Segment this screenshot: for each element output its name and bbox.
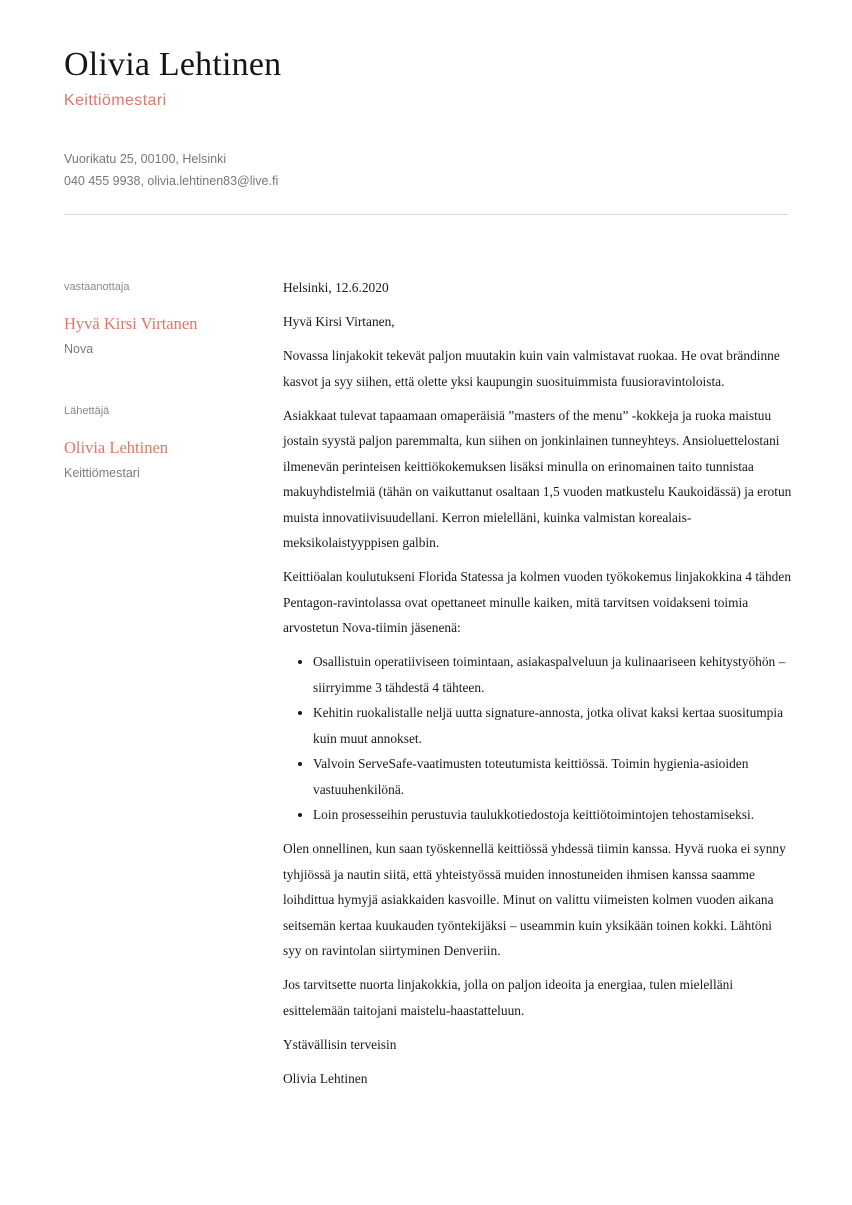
paragraph-3: Keittiöalan koulutukseni Florida Statessa ja kolmen vuoden työkokemus linjakokkina 4 tähden Pentagon-ravintolassa ovat opettaneet minulle kaiken, mitä tarvitsen voidakseni toimia arvostetun Nova-tiimin jäsenenä: bbox=[283, 569, 792, 635]
achievements-list bbox=[283, 649, 793, 828]
applicant-name: Olivia Lehtinen bbox=[64, 46, 282, 83]
letter-body bbox=[283, 275, 793, 1100]
paragraph-2: Asiakkaat tulevat tapaamaan omaperäisiä ”masters of the menu” -kokkeja ja ruoka maistuu jostain syystä paljon paremmalta, kun siihen on jonkinlainen tunneyhteys. Ansioluettelostani ilmenevän perinteisen keittiökokemuksen lisäksi minulla on erinomainen taito tunnistaa makuyhdistelmiä (tähän on vaikuttanut osaltaan 1,5 vuoden matkustelu Kaukoidässä) ja erotun muista innovatiivisuudellani. Kerron mielelläni, kuinka valmistan korealais-meksikolaistyyppisen galbin. bbox=[283, 407, 792, 550]
recipient-label: vastaanottaja bbox=[64, 281, 130, 293]
recipient-company: Nova bbox=[64, 342, 94, 356]
list-item: • Valvoin ServeSafe-vaatimusten toteutumista keittiössä. Toimin hygienia-asioiden vastuuhenkilönä. bbox=[313, 751, 793, 802]
sender-title: Keittiömestari bbox=[64, 466, 140, 480]
applicant-title: Keittiömestari bbox=[64, 92, 167, 109]
header-divider bbox=[64, 214, 788, 215]
sender-block bbox=[64, 404, 254, 481]
contact-info bbox=[64, 148, 788, 192]
letter-date: Helsinki, 12.6.2020 bbox=[283, 280, 389, 295]
phone-email-line: 040 455 9938, olivia.lehtinen83@live.fi bbox=[64, 174, 279, 188]
signature: Olivia Lehtinen bbox=[283, 1070, 368, 1086]
sidebar bbox=[64, 280, 254, 481]
closing: Ystävällisin terveisin bbox=[283, 1036, 397, 1052]
sender-name: Olivia Lehtinen bbox=[64, 438, 169, 457]
list-item: • Kehitin ruokalistalle neljä uutta signature-annosta, jotka olivat kaksi kertaa suositumpia kuin muut annokset. bbox=[313, 700, 793, 751]
paragraph-5: Jos tarvitsette nuorta linjakokkia, jolla on paljon ideoita ja energiaa, tulen mielelläni esittelemään taitojani maistelu-haastatteluun. bbox=[283, 977, 734, 1018]
list-item: • Loin prosesseihin perustuvia taulukkotiedostoja keittiötoimintojen tehostamiseksi. bbox=[313, 802, 793, 828]
sender-label: Lähettäjä bbox=[64, 405, 110, 417]
letter-greeting: Hyvä Kirsi Virtanen, bbox=[283, 314, 395, 329]
paragraph-4: Olen onnellinen, kun saan työskennellä keittiössä yhdessä tiimin kanssa. Hyvä ruoka ei synny tyhjiössä ja nautin siitä, että yhteistyössä muiden innostuneiden ihmisen kanssa saamme loihdittua hymyjä asiakkaiden kasvoille. Minut on valittu viimeisten kolmen vuoden aikana seitsemän kertaa kuukauden työntekijäksi – useammin kuin yksikään toinen kokki. Lähtöni syy on ravintolan siirtyminen Denveriin. bbox=[283, 841, 786, 958]
list-item: • Osallistuin operatiiviseen toimintaan, asiakaspalveluun ja kulinaariseen kehitystyöhön – siirryimme 3 tähdestä 4 tähteen. bbox=[313, 649, 793, 700]
address-line: Vuorikatu 25, 00100, Helsinki bbox=[64, 152, 227, 166]
recipient-name: Hyvä Kirsi Virtanen bbox=[64, 314, 198, 333]
recipient-block bbox=[64, 280, 254, 357]
paragraph-1: Novassa linjakokit tekevät paljon muutakin kuin vain valmistavat ruokaa. He ovat brändinne kasvot ja syy siihen, että olette yksi kaupungin suosituimmista fuusioravintoloista. bbox=[283, 348, 780, 389]
letter-header bbox=[64, 44, 788, 192]
